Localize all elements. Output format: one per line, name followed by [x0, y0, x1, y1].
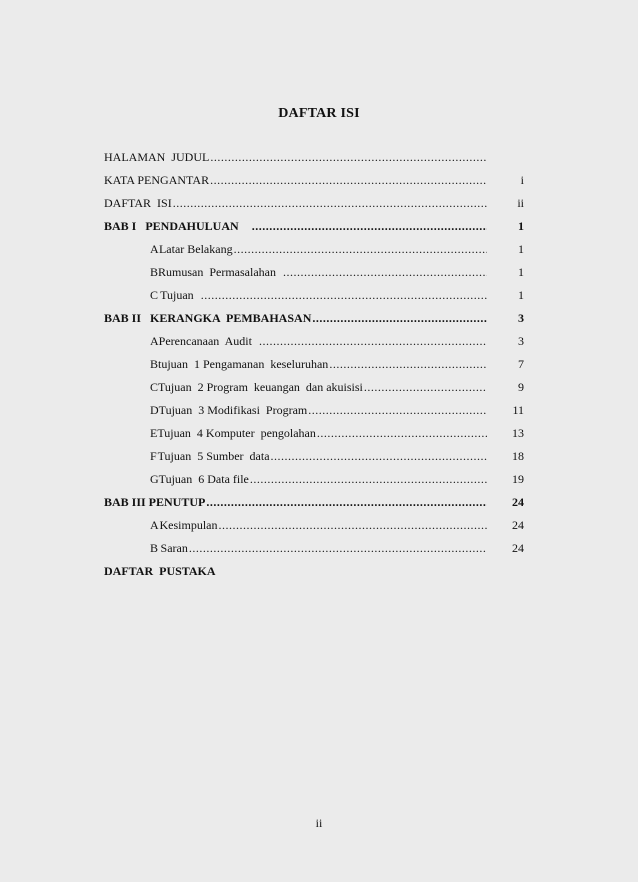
toc-entry-letter: D: [150, 403, 159, 417]
toc-leader-dots: [173, 196, 487, 211]
toc-page-number: i: [520, 173, 524, 187]
toc-page-number: 13: [512, 426, 524, 440]
toc-entry-label: Kesimpulan: [159, 518, 218, 532]
toc-subentry: [104, 472, 524, 495]
toc-leader-dots: [234, 242, 487, 257]
toc-entry-label: Tujuan 3 Modifikasi Program: [158, 403, 308, 417]
toc-entry-label: Saran: [160, 541, 188, 555]
toc-entry-text: [104, 150, 487, 165]
toc-entry-text: [150, 357, 487, 372]
toc-entry-text: [104, 311, 487, 326]
toc-entry-text: [150, 518, 487, 533]
toc-page-number: 1: [518, 288, 524, 302]
toc-entry-letter: A: [150, 518, 159, 532]
toc-entry-text: [150, 288, 487, 303]
toc-entry-letter: B: [150, 357, 159, 371]
toc-entry-text: [150, 334, 487, 349]
toc-leader-dots: [210, 150, 487, 165]
toc-entry-label: Tujuan: [160, 288, 200, 302]
toc-entry-text: [104, 173, 487, 188]
toc-entry-text: [104, 196, 487, 211]
toc-entry-text: [150, 380, 487, 395]
toc-page-number: 11: [512, 403, 524, 417]
toc-page-number: 3: [518, 334, 524, 348]
toc-subentry: [104, 518, 524, 541]
toc-leader-dots: [283, 265, 487, 280]
toc-leader-dots: [329, 357, 487, 372]
toc-entry-label: BAB II KERANGKA PEMBAHASAN: [104, 311, 312, 325]
toc-entry-label: Tujuan 2 Program keuangan dan akuisisi: [158, 380, 363, 394]
toc-entry-text: [150, 265, 487, 280]
toc-entry: [104, 173, 524, 196]
toc-entry-letter: E: [150, 426, 158, 440]
toc-leader-dots: [317, 426, 487, 441]
toc-entry-letter: A: [150, 334, 159, 348]
toc-page-number: 7: [518, 357, 524, 371]
toc-entry-label: Tujuan 5 Sumber data: [157, 449, 270, 463]
toc-subentry: [104, 242, 524, 265]
toc-entry-label: Perencanaan Audit: [158, 334, 258, 348]
toc-subentry: [104, 334, 524, 357]
toc-leader-dots: [308, 403, 487, 418]
toc-entry-letter: F: [150, 449, 157, 463]
toc-entry-text: [150, 426, 487, 441]
toc-entry-text: [150, 472, 487, 487]
toc-entry-letter: C: [150, 380, 159, 394]
toc-leader-dots: [210, 173, 487, 188]
toc-entry-text: [150, 449, 487, 464]
toc-leader-dots: [189, 541, 487, 556]
toc-page-number: 24: [512, 495, 524, 509]
toc-entry: [104, 219, 524, 242]
toc-page-number: 1: [518, 265, 524, 279]
toc-subentry: [104, 403, 524, 426]
toc-entry-text: [104, 564, 487, 579]
toc-entry: [104, 150, 524, 173]
toc-entry: [104, 564, 524, 587]
toc-leader-dots: [312, 311, 487, 326]
toc-leader-dots: [364, 380, 487, 395]
toc-entry-text: [150, 541, 487, 556]
toc-page-number: 18: [512, 449, 524, 463]
toc-page-number: 24: [512, 518, 524, 532]
toc-entry-label: Latar Belakang: [158, 242, 233, 256]
toc-leader-dots: [259, 334, 487, 349]
toc-leader-dots: [218, 518, 487, 533]
toc-subentry: [104, 357, 524, 380]
toc-entry-text: [150, 242, 487, 257]
toc-entry-label: HALAMAN JUDUL: [104, 150, 210, 164]
toc-entry-label: Rumusan Permasalahan: [158, 265, 282, 279]
toc-subentry: [104, 426, 524, 449]
toc-entry-letter: B: [150, 541, 159, 555]
toc-entry-letter: B: [150, 265, 159, 279]
toc-entry-label: Tujuan 6 Data file: [158, 472, 249, 486]
toc-leader-dots: [206, 495, 487, 510]
toc-page-number: 24: [512, 541, 524, 555]
toc-entry: [104, 495, 524, 518]
toc-entry-label: DAFTAR PUSTAKA: [104, 564, 216, 578]
toc-page-number: 19: [512, 472, 524, 486]
page-title: DAFTAR ISI: [278, 106, 360, 121]
toc-page-number: ii: [517, 196, 524, 210]
toc-subentry: [104, 541, 524, 564]
toc-entry-letter: C: [150, 288, 159, 302]
toc-page-number: 9: [518, 380, 524, 394]
page-number-footer: ii: [315, 816, 323, 830]
toc-entry-text: [150, 403, 487, 418]
toc-entry-label: Tujuan 4 Komputer pengolahan: [157, 426, 316, 440]
toc-leader-dots: [271, 449, 487, 464]
toc-page-number: 3: [518, 311, 524, 325]
toc-entry-letter: A: [150, 242, 159, 256]
toc-entry-label: tujuan 1 Pengamanan keseluruhan: [158, 357, 329, 371]
toc-subentry: [104, 288, 524, 311]
toc-page-number: 1: [518, 242, 524, 256]
toc-entry: [104, 196, 524, 219]
toc-entry-label: DAFTAR ISI: [104, 196, 172, 210]
toc-entry: [104, 311, 524, 334]
toc-subentry: [104, 449, 524, 472]
toc-subentry: [104, 265, 524, 288]
toc-entry-label: BAB I PENDAHULUAN: [104, 219, 251, 233]
toc-entry-label: KATA PENGANTAR: [104, 173, 210, 187]
toc-page-number: 1: [518, 219, 524, 233]
toc-entry-text: [104, 219, 487, 234]
toc-leader-dots: [252, 219, 487, 234]
toc-entry-letter: G: [150, 472, 159, 486]
toc-leader-dots: [250, 472, 487, 487]
toc-entry-text: [104, 495, 487, 510]
toc-subentry: [104, 380, 524, 403]
table-of-contents: [104, 150, 524, 587]
toc-leader-dots: [201, 288, 487, 303]
toc-entry-label: BAB III PENUTUP: [104, 495, 206, 509]
